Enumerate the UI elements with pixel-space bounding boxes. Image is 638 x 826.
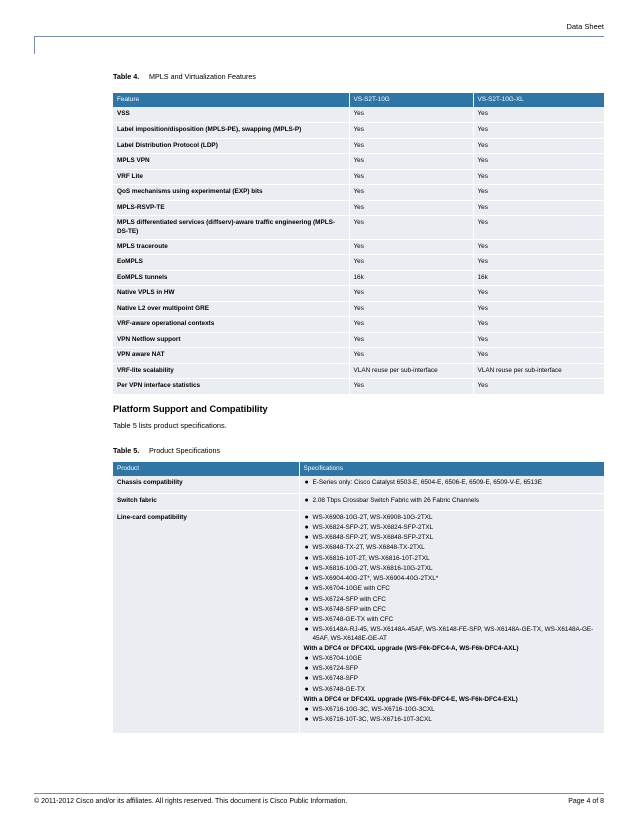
list-item-text: WS-X6704-10GE with CFC (312, 585, 390, 593)
table4-cell-10g: Yes (349, 379, 473, 395)
table4-cell-feature: VRF Lite (113, 169, 349, 185)
table4-row (113, 332, 604, 348)
table4-cell-10g: Yes (349, 154, 473, 170)
table4-col-10g: VS-S2T-10G (349, 93, 473, 107)
list-item (304, 675, 600, 683)
table4-wrapper (113, 93, 604, 395)
table4-row (113, 185, 604, 201)
list-item-text: WS-X6724-SFP with CFC (312, 595, 386, 603)
table4-cell-10g: 16k (349, 270, 473, 286)
table4-row (113, 363, 604, 379)
bullet-icon: ● (304, 585, 309, 593)
list-item-text: E-Series only: Cisco Catalyst 6503-E, 6504-E, 6506-E, 6509-E, 6509-V-E, 6513E (312, 479, 542, 487)
table5-title: Product Specifications (149, 446, 221, 455)
table5-wrapper (113, 462, 604, 734)
table5-caption (113, 446, 604, 455)
bullet-icon: ● (304, 655, 309, 663)
list-item (304, 706, 600, 714)
table4-row (113, 255, 604, 271)
table4-row (113, 154, 604, 170)
table4-cell-10g-xl: Yes (473, 169, 604, 185)
table4-cell-10g-xl: Yes (473, 255, 604, 271)
table4-cell-10g-xl: Yes (473, 317, 604, 333)
list-item (304, 565, 600, 573)
list-item-text: WS-X6904-40G-2T*, WS-X6904-40G-2TXL* (312, 575, 439, 583)
footer-rule (34, 793, 604, 794)
table4-cell-feature: MPLS traceroute (113, 239, 349, 255)
linecard-group2-heading: With a DFC4 or DFC4XL upgrade (WS-F6k-DFC4-E, WS-F6k-DFC4-EXL) (303, 695, 518, 703)
table4-cell-10g-xl: Yes (473, 154, 604, 170)
table4-cell-10g-xl: Yes (473, 216, 604, 240)
table4-row (113, 169, 604, 185)
table4-cell-10g: Yes (349, 332, 473, 348)
bullet-icon: ● (304, 513, 309, 521)
table5-row-linecard (113, 510, 604, 733)
list-item (304, 514, 600, 522)
bullet-icon: ● (304, 544, 309, 552)
list-item-text: 2.08 Tbps Crossbar Switch Fabric with 26 Fabric Channels (312, 496, 479, 504)
table4-cell-feature: Label imposition/disposition (MPLS-PE), swapping (MPLS-P) (113, 123, 349, 139)
fabric-list (304, 497, 600, 505)
list-item-text: WS-X6148A-RJ-45, WS-X6148A-45AF, WS-X6148-FE-SFP, WS-X6148A-GE-TX, WS-X6148A-GE-45AF, WS-X6148E-GE-AT (312, 626, 594, 642)
list-item (304, 655, 600, 663)
table4-cell-feature: MPLS VPN (113, 154, 349, 170)
linecard-group1-list (304, 655, 600, 694)
list-item (304, 665, 600, 673)
linecard-spec (299, 510, 604, 733)
linecard-group1-heading: With a DFC4 or DFC4XL upgrade (WS-F6k-DFC4-A, WS-F6k-DFC4-AXL) (303, 644, 519, 652)
table4-cell-feature: VSS (113, 107, 349, 123)
table4-cell-10g-xl: Yes (473, 301, 604, 317)
table4-row (113, 379, 604, 395)
table4-cell-10g-xl: 16k (473, 270, 604, 286)
table4-cell-10g-xl: Yes (473, 138, 604, 154)
list-item-text: WS-X6748-GE-TX with CFC (312, 615, 394, 623)
table4-cell-10g: Yes (349, 255, 473, 271)
table4-cell-10g: Yes (349, 317, 473, 333)
table4-cell-feature: VRF-aware operational contexts (113, 317, 349, 333)
table4-title: MPLS and Virtualization Features (149, 72, 256, 81)
table4-row (113, 239, 604, 255)
chassis-list (304, 479, 600, 487)
table4-cell-10g-xl: Yes (473, 107, 604, 123)
table4-row (113, 138, 604, 154)
bullet-icon: ● (304, 626, 309, 634)
table4-cell-10g: Yes (349, 286, 473, 302)
table4-number: Table 4. (113, 72, 140, 81)
list-item-text: WS-X6748-SFP (312, 675, 358, 683)
table4-cell-feature: EoMPLS (113, 255, 349, 271)
list-item (304, 534, 600, 542)
list-item (304, 716, 600, 724)
table4 (113, 93, 605, 395)
bullet-icon: ● (304, 675, 309, 683)
table4-cell-10g: Yes (349, 185, 473, 201)
table4-cell-feature: QoS mechanisms using experimental (EXP) bits (113, 185, 349, 201)
list-item-text: WS-X6824-SFP-2T, WS-X6824-SFP-2TXL (312, 523, 434, 531)
table4-cell-feature: EoMPLS tunnels (113, 270, 349, 286)
fabric-label: Switch fabric (113, 493, 299, 510)
table4-row (113, 123, 604, 139)
linecard-group2-list (304, 706, 600, 725)
bullet-icon: ● (304, 605, 309, 613)
bullet-icon: ● (304, 706, 309, 714)
table4-cell-10g-xl: Yes (473, 379, 604, 395)
list-item-text: WS-X6704-10GE (312, 655, 362, 663)
table5-col-product: Product (113, 462, 299, 476)
table4-row (113, 216, 604, 240)
footer-copyright: © 2011-2012 Cisco and/or its affiliates. All rights reserved. This document is Cisco Public Information. (34, 798, 348, 805)
list-item (304, 686, 600, 694)
bullet-icon: ● (304, 554, 309, 562)
section-platform-support (113, 404, 604, 430)
bullet-icon: ● (304, 685, 309, 693)
table4-cell-10g-xl: Yes (473, 185, 604, 201)
table4-row (113, 270, 604, 286)
bullet-icon: ● (304, 615, 309, 623)
table4-cell-10g-xl: Yes (473, 123, 604, 139)
bullet-icon: ● (304, 595, 309, 603)
linecard-label: Line-card compatibility (113, 510, 299, 733)
table4-cell-10g: VLAN reuse per sub-interface (349, 363, 473, 379)
list-item-text: WS-X6748-GE-TX (312, 685, 366, 693)
table4-col-feature: Feature (113, 93, 349, 107)
linecard-list (304, 514, 600, 643)
list-item-text: WS-X6848-SFP-2T, WS-X6848-SFP-2TXL (312, 534, 434, 542)
table4-row (113, 301, 604, 317)
list-item (304, 616, 600, 624)
table5-header-row (113, 462, 604, 476)
table5-number: Table 5. (113, 446, 140, 455)
list-item (304, 524, 600, 532)
list-item (304, 585, 600, 593)
list-item-text: WS-X6908-10G-2T, WS-X6908-10G-2TXL (312, 513, 433, 521)
header-tick (34, 36, 35, 54)
table4-cell-10g: Yes (349, 348, 473, 364)
table4-caption (113, 72, 604, 81)
table4-row (113, 286, 604, 302)
fabric-spec (299, 493, 604, 510)
bullet-icon: ● (304, 665, 309, 673)
table5-row-fabric (113, 493, 604, 510)
list-item-text: WS-X6748-SFP with CFC (312, 605, 386, 613)
table4-cell-10g: Yes (349, 107, 473, 123)
bullet-icon: ● (304, 564, 309, 572)
table4-cell-10g-xl: Yes (473, 286, 604, 302)
table4-cell-feature: Per VPN interface statistics (113, 379, 349, 395)
table4-cell-10g-xl: Yes (473, 332, 604, 348)
table5-col-specifications: Specifications (299, 462, 604, 476)
table4-row (113, 107, 604, 123)
table4-header-row (113, 93, 604, 107)
list-item (304, 575, 600, 583)
table4-row (113, 348, 604, 364)
header-label: Data Sheet (566, 22, 604, 31)
list-item-text: WS-X6816-10T-2T, WS-X6816-10T-2TXL (312, 554, 430, 562)
list-item (304, 479, 600, 487)
table4-cell-feature: VPN Netflow support (113, 332, 349, 348)
bullet-icon: ● (304, 496, 309, 504)
table4-cell-feature: Label Distribution Protocol (LDP) (113, 138, 349, 154)
table4-cell-10g-xl: Yes (473, 239, 604, 255)
header-rule (34, 36, 604, 37)
bullet-icon: ● (304, 523, 309, 531)
bullet-icon: ● (304, 575, 309, 583)
table4-cell-feature: Native VPLS in HW (113, 286, 349, 302)
table4-cell-10g-xl: VLAN reuse per sub-interface (473, 363, 604, 379)
list-item-text: WS-X6848-TX-2T, WS-X6848-TX-2TXL (312, 544, 425, 552)
table5-row-chassis (113, 476, 604, 493)
table4-row (113, 200, 604, 216)
table4-cell-10g-xl: Yes (473, 348, 604, 364)
table4-cell-10g: Yes (349, 169, 473, 185)
bullet-icon: ● (304, 479, 309, 487)
table4-cell-10g: Yes (349, 301, 473, 317)
bullet-icon: ● (304, 534, 309, 542)
table4-cell-feature: MPLS differentiated services (diffserv)-aware traffic engineering (MPLS-DS-TE) (113, 216, 349, 240)
table4-cell-feature: VRF-lite scalability (113, 363, 349, 379)
bullet-icon: ● (304, 716, 309, 724)
list-item-text: WS-X6716-10T-3C, WS-X6716-10T-3CXL (312, 716, 432, 724)
list-item (304, 555, 600, 563)
list-item (304, 596, 600, 604)
table4-cell-10g: Yes (349, 123, 473, 139)
table4-cell-10g: Yes (349, 138, 473, 154)
table4-cell-10g: Yes (349, 239, 473, 255)
table4-row (113, 317, 604, 333)
footer-page-number: Page 4 of 8 (568, 798, 604, 805)
list-item (304, 544, 600, 552)
list-item-text: WS-X6724-SFP (312, 665, 358, 673)
list-item (304, 626, 600, 643)
table5 (113, 462, 605, 734)
table4-cell-10g: Yes (349, 200, 473, 216)
table4-cell-feature: VPN aware NAT (113, 348, 349, 364)
list-item-text: WS-X6716-10G-3C, WS-X6716-10G-3CXL (312, 706, 435, 714)
table4-cell-feature: MPLS-RSVP-TE (113, 200, 349, 216)
chassis-label: Chassis compatibility (113, 476, 299, 493)
table4-col-10g-xl: VS-S2T-10G-XL (473, 93, 604, 107)
section-heading: Platform Support and Compatibility (113, 404, 268, 414)
table4-cell-feature: Native L2 over multipoint GRE (113, 301, 349, 317)
list-item (304, 606, 600, 614)
table4-cell-10g-xl: Yes (473, 200, 604, 216)
table4-cell-10g: Yes (349, 216, 473, 240)
list-item-text: WS-X6816-10G-2T, WS-X6816-10G-2TXL (312, 564, 433, 572)
list-item (304, 497, 600, 505)
section-intro: Table 5 lists product specifications. (113, 421, 227, 430)
chassis-spec (299, 476, 604, 493)
